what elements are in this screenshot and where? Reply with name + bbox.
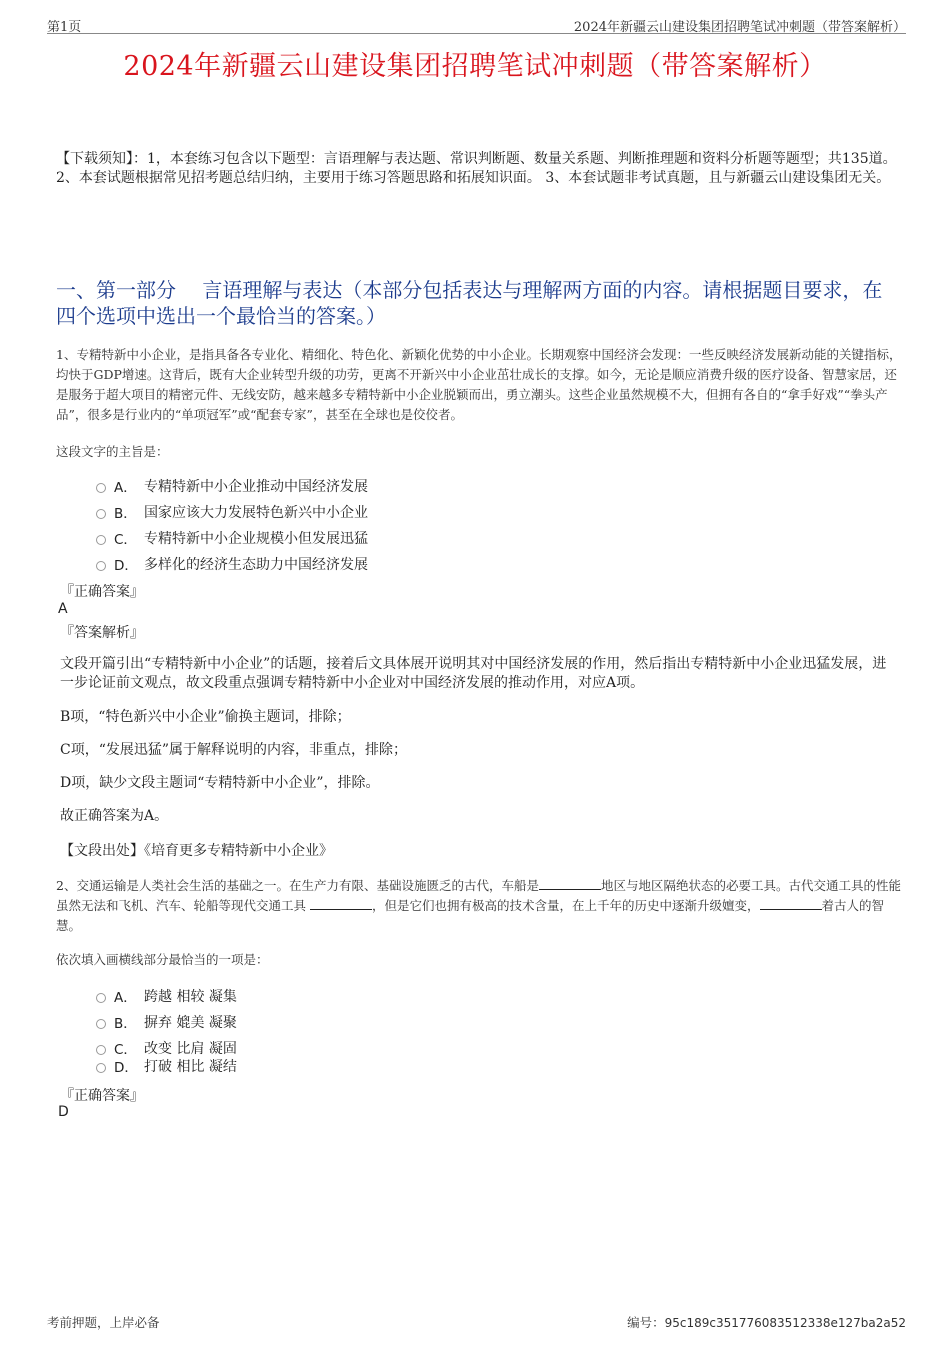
question-2-prompt: 依次填入画横线部分最恰当的一项是： [56,952,269,967]
q1-analysis-label: 『答案解析』 [60,625,144,641]
footer-code [627,1313,906,1331]
radio-icon[interactable] [96,509,106,519]
q2-option-d[interactable] [96,1056,237,1076]
header-doc-title: 2024年新疆云山建设集团招聘笔试冲刺题（带答案解析） [573,20,906,35]
q2-option-b[interactable] [96,1012,237,1032]
q1-option-c[interactable] [96,528,368,548]
question-1-prompt: 这段文字的主旨是： [56,444,169,459]
option-letter: A． [114,990,137,1006]
footer-code-label: 编号： [627,1315,665,1330]
option-text: 专精特新中小企业推动中国经济发展 [144,479,368,495]
option-text: 国家应该大力发展特色新兴中小企业 [144,505,368,521]
q2-option-c[interactable] [96,1038,237,1058]
q1-analysis-conclusion: 故正确答案为A。 [60,808,169,824]
q1-analysis-b: B项，“特色新兴中小企业”偷换主题词，排除； [60,709,351,725]
option-letter: A． [114,480,137,496]
footer-code-value: 95c189c351776083512338e127ba2a52 [664,1316,906,1330]
q1-answer: A [58,601,68,617]
option-text: 跨越 相较 凝集 [144,989,237,1005]
blank-3 [760,898,822,910]
q1-option-b[interactable] [96,502,368,522]
radio-icon[interactable] [96,483,106,493]
q2-answer: D [58,1104,69,1120]
download-notice: 【下载须知】：1，本套练习包含以下题型：言语理解与表达题、常识判断题、数量关系题、判断推理题和资料分析题等题型；共135道。 2、本套试题根据常见招考题总结归纳，主要用于练习答题思路和拓展知识面。 3、本套试题非考试真题，且与新疆云山建设集团无关。 [56,151,897,186]
page-number: 第1页 [47,20,82,35]
q1-option-a[interactable] [96,476,368,496]
question-2-text: 2、交通运输是人类社会生活的基础之一。在生产力有限、基础设施匮乏的古代，车船是 地区与地区隔绝状态的必要工具。古代交通工具的性能虽然无法和飞机、汽车、轮船等现代交通工具 ，但是它们也拥有极高的技术含量，在上千年的历史中逐渐升级嬗变， 着古人的智慧。 [56,878,901,933]
option-letter: C． [114,532,137,548]
blank-2 [310,898,372,910]
q1-source: 【文段出处】《培育更多专精特新中小企业》 [60,843,333,859]
q1-analysis-c: C项，“发展迅猛”属于解释说明的内容，非重点，排除； [60,742,408,758]
option-letter: B． [114,506,137,522]
option-letter: C． [114,1042,137,1058]
option-text: 专精特新中小企业规模小但发展迅猛 [144,531,368,547]
q1-option-d[interactable] [96,554,368,574]
radio-icon[interactable] [96,993,106,1003]
radio-icon[interactable] [96,1063,106,1073]
option-letter: D． [114,558,138,574]
q1-answer-label: 『正确答案』 [60,584,144,600]
radio-icon[interactable] [96,561,106,571]
option-letter: D． [114,1060,138,1076]
radio-icon[interactable] [96,1019,106,1029]
page-title: 2024年新疆云山建设集团招聘笔试冲刺题（带答案解析） [123,51,827,82]
option-text: 改变 比肩 凝固 [144,1041,237,1057]
option-text: 摒弃 媲美 凝聚 [144,1015,237,1031]
blank-1 [539,878,601,890]
radio-icon[interactable] [96,1045,106,1055]
radio-icon[interactable] [96,535,106,545]
option-text: 多样化的经济生态助力中国经济发展 [144,557,368,573]
q2-answer-label: 『正确答案』 [60,1088,144,1104]
question-1-text: 1、专精特新中小企业，是指具备各专业化、精细化、特色化、新颖化优势的中小企业。长期观察中国经济会发现：一些反映经济发展新动能的关键指标，均快于GDP增速。这背后，既有大企业转型升级的功劳，更离不开新兴中小企业茁壮成长的支撑。如今，无论是顺应消费升级的医疗设备、智慧家居，还是服务于超大项目的精密元件、无线安防，越来越多专精特新中小企业脱颖而出，勇立潮头。这些企业虽然规模不大，但拥有各自的“拿手好戏”“拳头产品”，很多是行业内的“单项冠军”或“配套专家”，甚至在全球也是佼佼者。 [56,347,902,422]
q1-analysis-d: D项，缺少文段主题词“专精特新中小企业”，排除。 [60,775,380,791]
footer-slogan: 考前押题，上岸必备 [47,1315,160,1330]
section-heading: 一、第一部分 言语理解与表达（本部分包括表达与理解两方面的内容。请根据题目要求，在四个选项中选出一个最恰当的答案。） [56,278,883,328]
option-text: 打破 相比 凝结 [144,1059,237,1075]
q1-analysis-main: 文段开篇引出“专精特新中小企业”的话题，接着后文具体展开说明其对中国经济发展的作用，然后指出专精特新中小企业迅猛发展，进一步论证前文观点，故文段重点强调专精特新中小企业对中国经济发展的推动作用，对应A项。 [60,656,887,691]
q2-option-a[interactable] [96,986,237,1006]
header-divider [47,33,906,34]
option-letter: B． [114,1016,137,1032]
